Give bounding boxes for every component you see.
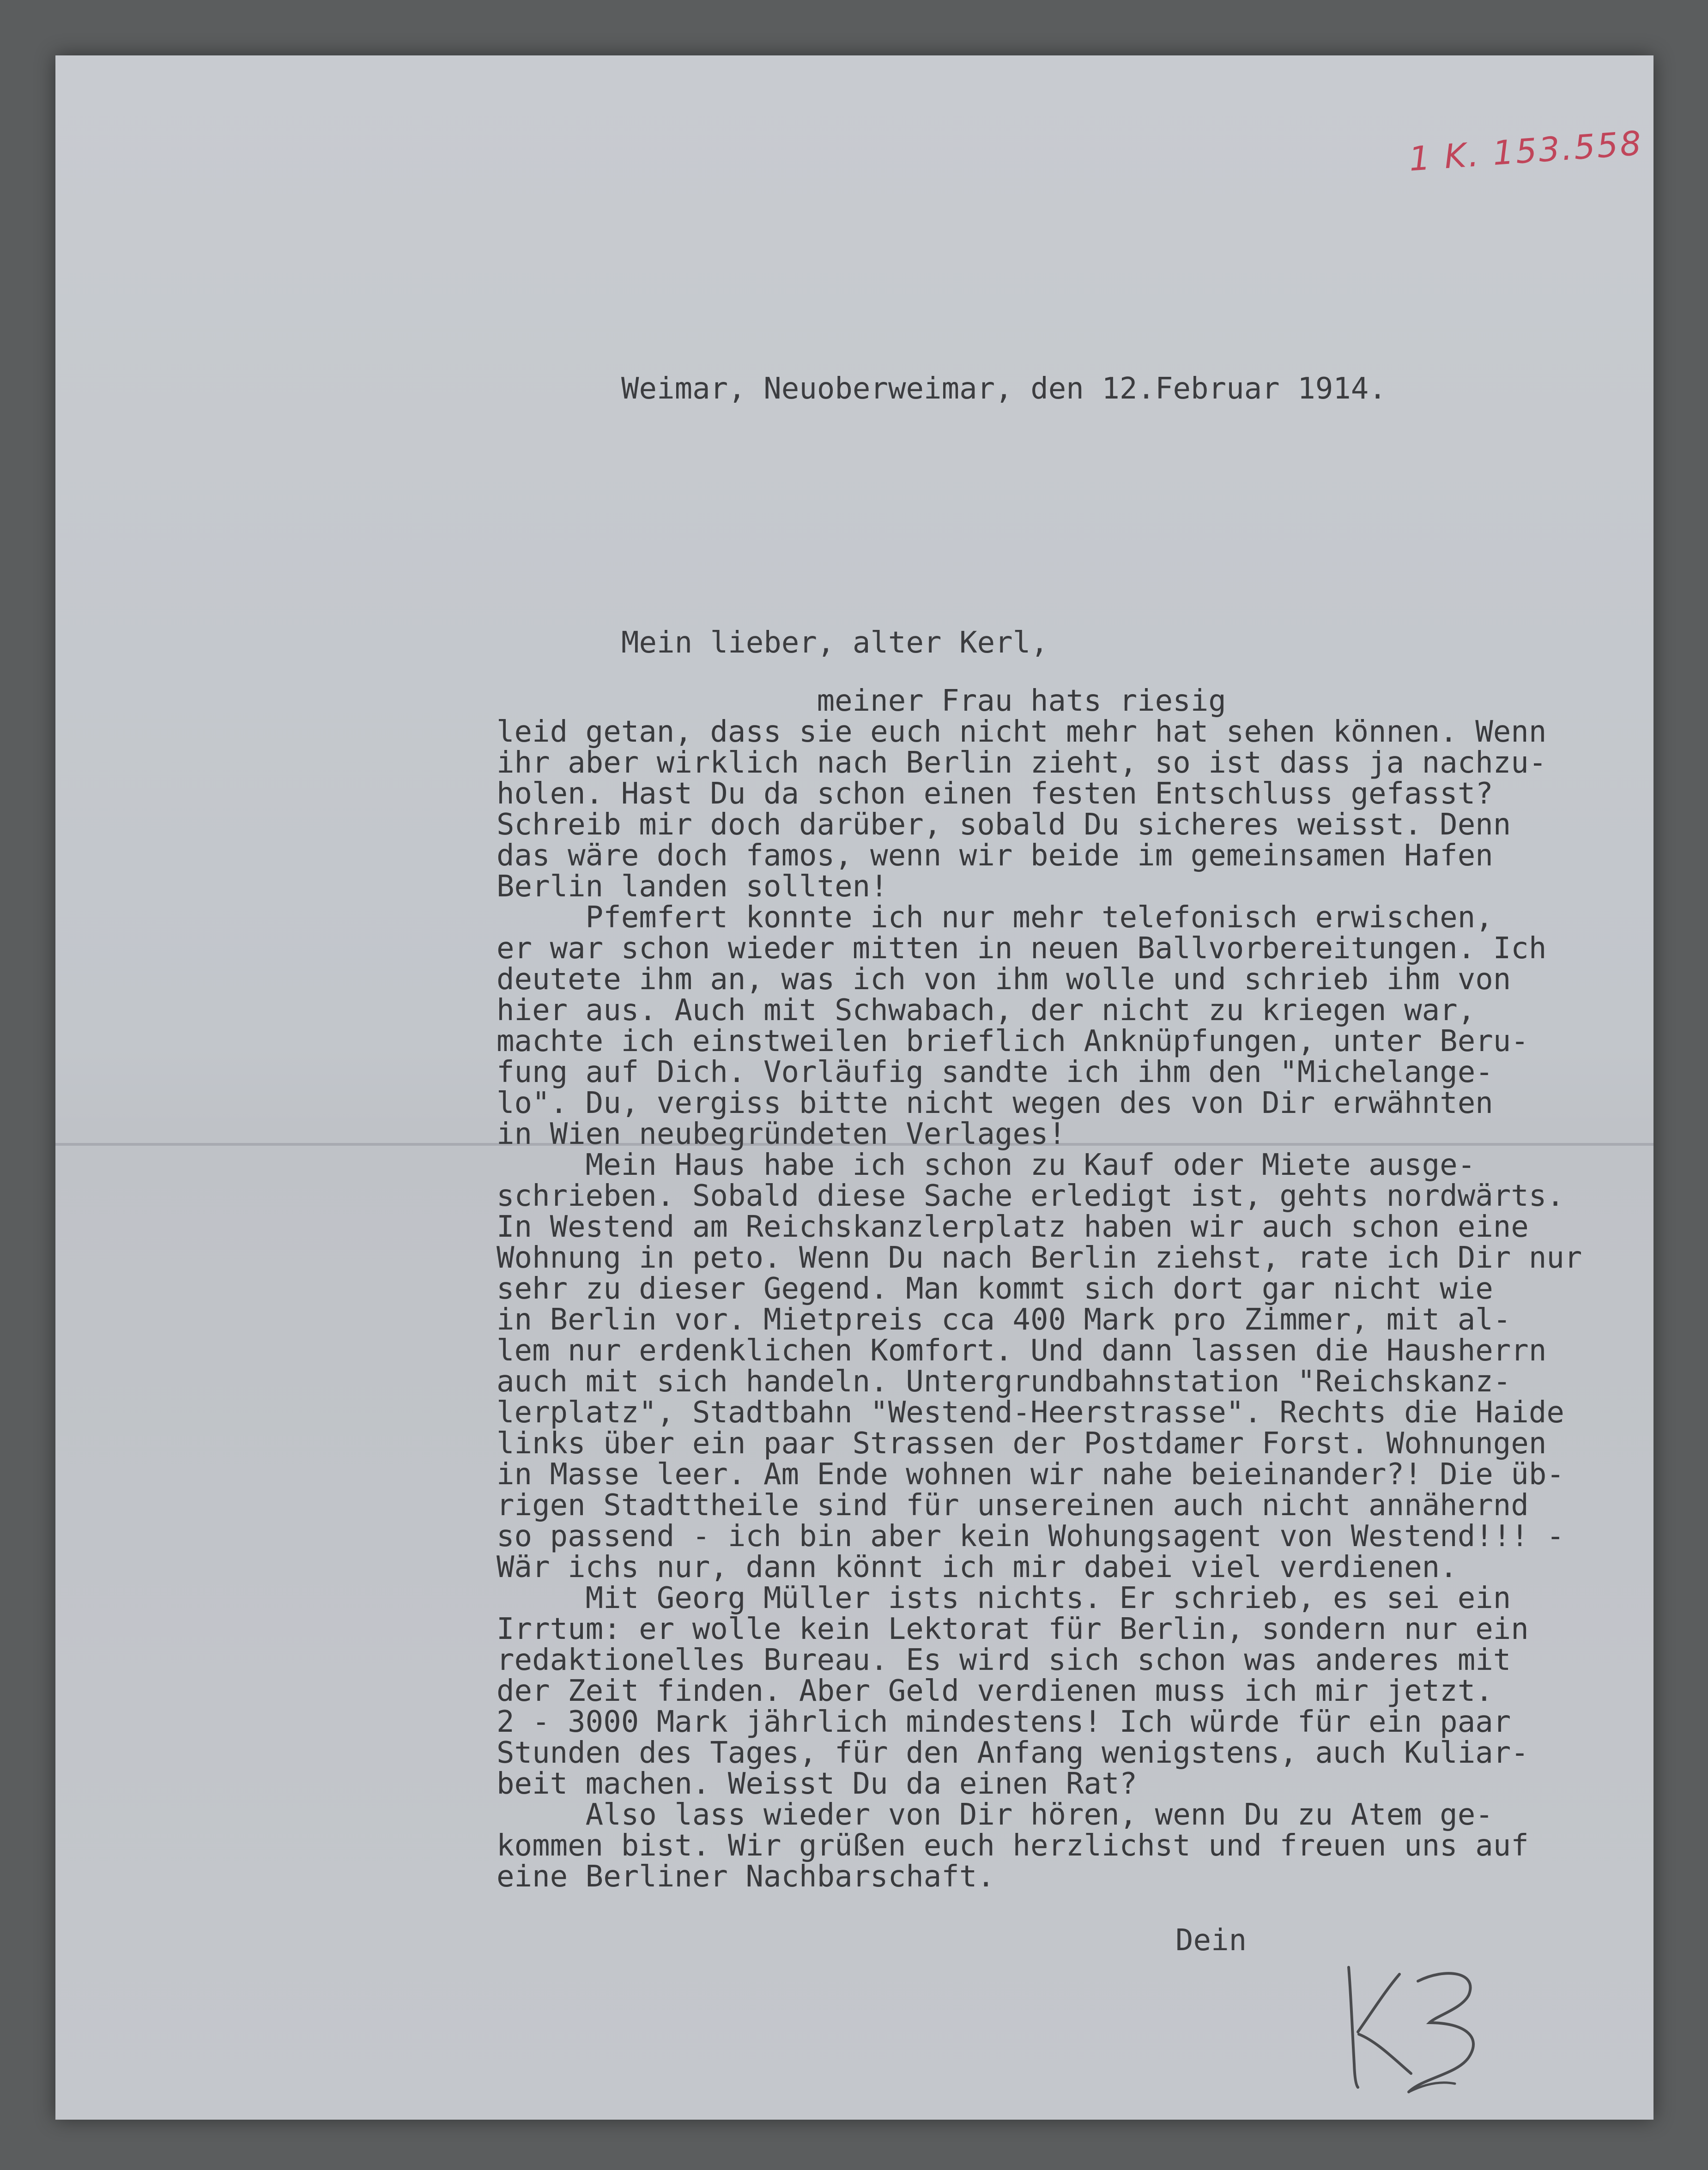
archive-number: 1 K. 153.558 [1407,123,1644,179]
body-line: meiner Frau hats riesig [497,684,1226,718]
body-line: machte ich einstweilen brieflich Anknüpfungen, unter Beru- [497,1024,1529,1058]
body-line: links über ein paar Strassen der Postdamer Forst. Wohnungen [497,1427,1547,1461]
body-line: hier aus. Auch mit Schwabach, der nicht zu kriegen war, [497,993,1476,1028]
body-line: in Masse leer. Am Ende wohnen wir nahe beieinander?! Die üb- [497,1457,1564,1492]
body-line: das wäre doch famos, wenn wir beide im gemeinsamen Hafen [497,839,1493,873]
body-line: Mein Haus habe ich schon zu Kauf oder Miete ausge- [497,1148,1476,1182]
body-line: Mit Georg Müller ists nichts. Er schrieb, es sei ein [497,1581,1511,1615]
body-line: eine Berliner Nachbarschaft. [497,1860,995,1894]
body-line: leid getan, dass sie euch nicht mehr hat sehen können. Wenn [497,715,1547,749]
body-line: der Zeit finden. Aber Geld verdienen muss ich mir jetzt. [497,1674,1493,1708]
letter-body [497,686,1582,1892]
body-line: so passend - ich bin aber kein Wohungsagent von Westend!!! - [497,1519,1564,1553]
body-line: sehr zu dieser Gegend. Man kommt sich dort gar nicht wie [497,1272,1493,1306]
body-line: Schreib mir doch darüber, sobald Du sicheres weisst. Denn [497,808,1511,842]
salutation: Mein lieber, alter Kerl, [621,626,1048,660]
body-line: in Wien neubegründeten Verlages! [497,1117,1066,1151]
body-line: In Westend am Reichskanzlerplatz haben wir auch schon eine [497,1210,1529,1244]
handwritten-signature [1330,1953,1524,2101]
body-line: fung auf Dich. Vorläufig sandte ich ihm den "Michelange- [497,1055,1493,1089]
body-line: ihr aber wirklich nach Berlin zieht, so ist dass ja nachzu- [497,746,1547,780]
body-line: Wohnung in peto. Wenn Du nach Berlin ziehst, rate ich Dir nur [497,1241,1582,1275]
closing: Dein [1175,1923,1247,1958]
body-line: er war schon wieder mitten in neuen Ballvorbereitungen. Ich [497,931,1547,966]
body-line: auch mit sich handeln. Untergrundbahnstation "Reichskanz- [497,1365,1511,1399]
body-line: lem nur erdenklichen Komfort. Und dann lassen die Hausherrn [497,1334,1547,1368]
body-line: 2 - 3000 Mark jährlich mindestens! Ich würde für ein paar [497,1705,1511,1739]
body-line: Stunden des Tages, für den Anfang wenigstens, auch Kuliar- [497,1736,1529,1770]
body-line: deutete ihm an, was ich von ihm wolle und schrieb ihm von [497,962,1511,997]
body-line: in Berlin vor. Mietpreis cca 400 Mark pro Zimmer, mit al- [497,1303,1511,1337]
body-line: Irrtum: er wolle kein Lektorat für Berlin, sondern nur ein [497,1612,1529,1646]
body-line: beit machen. Weisst Du da einen Rat? [497,1767,1138,1801]
body-line: kommen bist. Wir grüßen euch herzlichst und freuen uns auf [497,1829,1529,1863]
body-line: Wär ichs nur, dann könnt ich mir dabei viel verdienen. [497,1550,1458,1584]
body-line: holen. Hast Du da schon einen festen Entschluss gefasst? [497,777,1493,811]
body-line: lo". Du, vergiss bitte nicht wegen des von Dir erwähnten [497,1086,1493,1120]
letter-sheet [55,55,1653,2120]
body-line: schrieben. Sobald diese Sache erledigt ist, gehts nordwärts. [497,1179,1564,1213]
body-line: rigen Stadttheile sind für unsereinen auch nicht annähernd [497,1488,1529,1523]
date-line: Weimar, Neuoberweimar, den 12.Februar 1914. [621,372,1387,406]
body-line: Also lass wieder von Dir hören, wenn Du zu Atem ge- [497,1798,1493,1832]
body-line: Pfemfert konnte ich nur mehr telefonisch erwischen, [497,901,1493,935]
body-line: Berlin landen sollten! [497,870,888,904]
body-line: redaktionelles Bureau. Es wird sich schon was anderes mit [497,1643,1511,1677]
body-line: lerplatz", Stadtbahn "Westend-Heerstrasse". Rechts die Haide [497,1396,1564,1430]
